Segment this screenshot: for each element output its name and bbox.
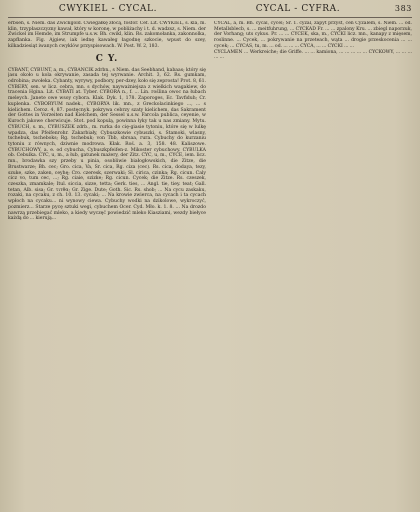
right-column-entries: CYCAL, a, m. Bh. cycal, cycel; Sr. 1. cyzal, zapyt przyst, cen Cyzalem, s. Niem. ... od. Metallsblecb, s. ... meitfuhrung, ... CYCKAD Fr. ... ... zpalony Kru. ... zbiegl naporzuk, der Vorhang; uts cykus. Pr. ... ... CYCEK, ska, m., CYCKI licz. mn., kanapy z mięsem, roslinne. ... Cycek, ... pokrywanie na przeteach, wąta ... drogie przeskocenia ... ... cycek; ... CYCAS, tu, m. ... od. ... ... ... CYCA, ... ... CYCKI ... ...: [214, 21, 412, 49]
page-number: 383: [394, 4, 412, 13]
right-column-rest: CYCLAMEN ... Werkreiche; die Griffe. ... ... kamiona, ... ... ... ... ... CYCKOWY, ... ... ... ... ...: [214, 49, 412, 61]
left-column-intro: erbsen, s. Niem. das Zwickgold. Cwiegałkę złocą, fosfor. Cef. Lit. CWYKIEL, s. kla, m. klin, trzypłaszczyzny kawał, który w koronę, w pobliżachy i t. d. wadzsz, s. Niem. der Zwickel im Hemde, im Strumpfe u.s.w. Bh. cwikl, klin. Rs. zakomołanka, zakonnolka, zapfłankа. Fig. Ajgiew, iak iednę kawałeg łagodnę szkocie, wpust do szey, kilkadziesiąt iwanych cwyklów przyspisowach. W. Post. W. 2, 183.: [8, 21, 206, 49]
section-heading: C Y.: [95, 53, 119, 64]
left-column-entries: CYBANT, CYBUNT, a, m., CYBANCIK zdrbn., s Niem. das Seebhand, kabaas; który się jasu około u kola okrywanie, zasada tej wyrwanie. Archit. 3, 62. Rs. gumkam, odrobina; zwołeka. Cybanty, wyrywy, podbory, per-dzey, koło się zeprosta! Prot. 8, 61. CYBERY, sen. w licz. cebra, mn. s dychów, nayważniejsza z wielkich wagakiew, do tracenia Hgina. Lit. CYBATI at. Tyber. CYBORA n., f. ... Lin. roślina owoc na łubach meleych. Janete owe wsoy cybora. Klak. Dyk. 1, 178. Zaporoges, Ec. Tavfiduh; Cr. kuplenka. CYBORYUM nadek., CYBORYA lik. mn., z Greckolacinkiego ..., ... s kielichem. Ceroz. 4, 87. postęcnyk. pokrywa cebrzy szaty kielichem, das Sakrament der Gottes in Vorzeiten nad Kielchem, der Sessel u.s.w. Farcola publica, ceyenie, w Kuroch jakowe cherwicuje. Stot. pod kopulą, powinna łyky tak u nas zmiany. Mytu. CYBUCH, s. m., CYBUSZEK zdrb., m. rurka do cię-giasie tytoniu, które się w lulkę wpadza, das Pfeifenrohr. Zakarbiały, Cybuszkowie cybuszki, s. Stamoki, wlasny, tschebuk, tscheboks; Rg. tschebuk; von Tbb, sbrsaa, rura. Cybuchy do kurzaniu tytoniu z równych, dziwnie modrowa. Kłak. Roś. a. 3, 158. 48. Kaliszowe. CYBUCHOWY, a. e. od cybucha, Cybuszkpfeifen-z. Mikoster cybuchowy. CYBULKA ob. Cebulka. CYC, u, m., a łub, gatunek mażery, der Zitz. CYC, u, m., CYCE, iem. licz. mn., brodawka szy przeby u pinia, osobliwie białogłowskich, die Zitze, die Brustwarze; Bh. cec; Gro. cica, Va, Sr. cica, Rg. ciza (cec). Rs. cica, dodaya, tezy, szuke, szke, zaken, ceyhę; Cro. czeresk, szerwaki; Sl. cirica, czinka; Rg. cicun. Caly cicz vo, tum cec, ...; Rg. ciaie, szizke; Rg. cicun. Cycek; die Zitze. Rs. czeszek, czeszka, zmamkale; Itul. siccia, sizze, tetta; Gerk. ties, ... Angl. tie, tiey. teat; Gall. tetan, Alb. sisa; Gr. τιτθα; Gr. Zige. Dute; Goth. Sic. Rs. shob; ... Na cycu zaskaku, rozaki, na cycaku, z ch. 10. 13. cycaki; ... Na krowie zwierca, na cycach i ta cycach wpłoch na cycaku... ni wynowy ciewa. Cybuchy wodki na dzikolowe, wykroczyć, pozmierz... Starze pycę sztuki wegi, cybuchem Ocer. Cyd. Mło. k. 1. 8. ... Na drozdo nawrzą przebiegać mleko, a kiedy wyczęć powiedzić mleko Kiasziami, wezdy biełyce każdą do ... kierują...: [8, 67, 206, 222]
right-column: [214, 21, 412, 509]
running-header: [8, 4, 412, 18]
left-column: [8, 21, 206, 509]
header-right-title: CYCAL - CYFRA.: [255, 4, 341, 14]
text-columns: [8, 21, 412, 509]
header-left-title: CWYKIEL - CYCAL.: [58, 4, 158, 14]
